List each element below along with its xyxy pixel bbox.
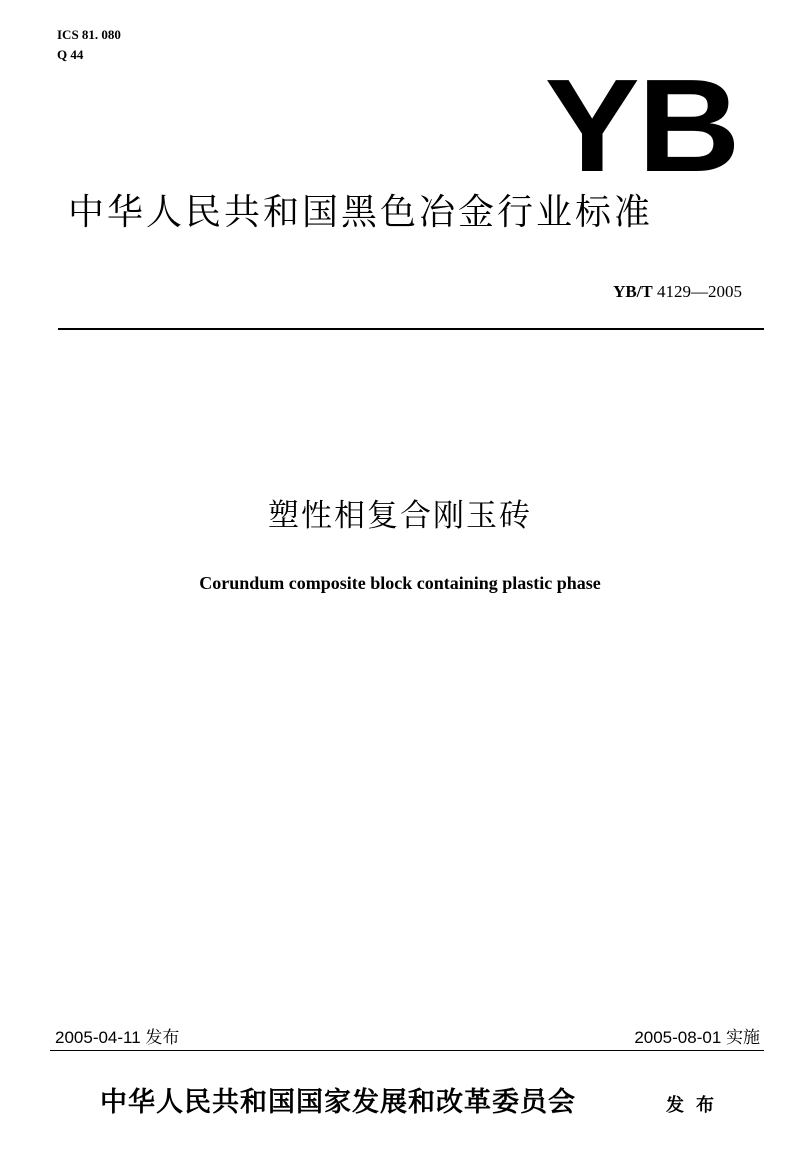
document-title-en: Corundum composite block containing plastic phase bbox=[199, 573, 601, 593]
ccs-code: Q 44 bbox=[57, 47, 84, 62]
ics-code: ICS 81. 080 bbox=[57, 27, 121, 42]
classification-block bbox=[57, 25, 121, 65]
standard-code-logo: YB bbox=[544, 52, 738, 199]
industry-standard-title: 中华人民共和国黑色冶金行业标准 bbox=[68, 192, 654, 233]
publish-label: 发布 bbox=[666, 1095, 726, 1116]
implement-date: 2005-08-01 实施 bbox=[634, 1028, 760, 1047]
standard-number-prefix: YB/T bbox=[613, 282, 653, 301]
standard-number-value: 4129—2005 bbox=[657, 282, 742, 301]
document-title-cn: 塑性相复合刚玉砖 bbox=[268, 498, 532, 534]
issue-date: 2005-04-11 发布 bbox=[55, 1028, 180, 1047]
publisher-name: 中华人民共和国国家发展和改革委员会 bbox=[100, 1087, 576, 1118]
header-divider bbox=[58, 328, 764, 330]
footer-divider bbox=[50, 1050, 764, 1051]
standard-number bbox=[613, 281, 742, 303]
